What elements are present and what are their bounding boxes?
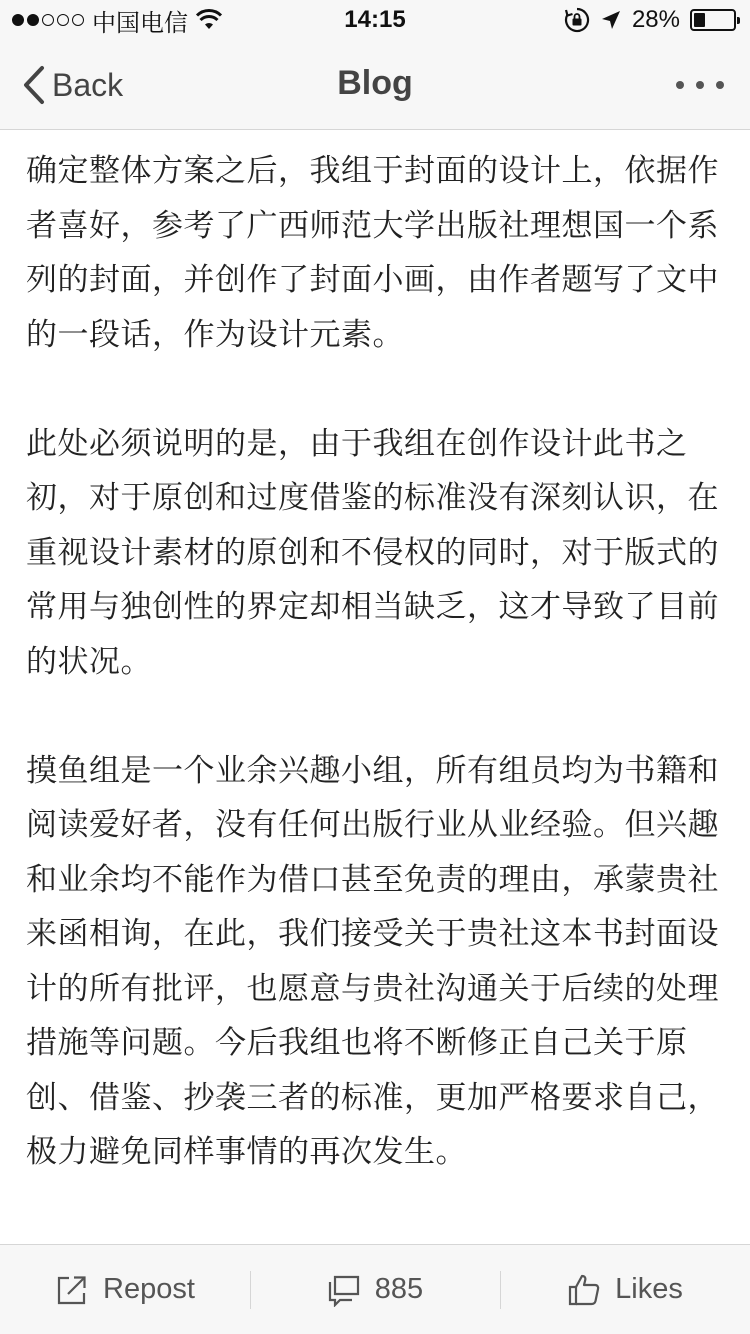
back-label: Back: [52, 66, 124, 103]
thumbs-up-icon: [567, 1273, 601, 1307]
article-paragraph: 摸鱼组是一个业余兴趣小组，所有组员均为书籍和阅读爱好者，没有任何出版行业从业经验。但兴趣和业余均不能作为借口甚至免责的理由，承蒙贵社来函相询，在此，我们接受关于贵社这本书封面设计的所有批评，也愿意与贵社沟通关于后续的处理措施等问题。今后我组也将不断修正自己关于原创、借鉴、抄袭三者的标准，更加严格要求自己，极力避免同样事情的再次发生。: [26, 752, 719, 1170]
article-paragraph: 此处必须说明的是，由于我组在创作设计此书之初，对于原创和过度借鉴的标准没有深刻认识，在重视设计素材的原创和不侵权的同时，对于版式的常用与独创性的界定却相当缺乏，这才导致了目前的状况。: [26, 425, 719, 680]
location-arrow-icon: [600, 9, 622, 31]
more-dot: [716, 81, 724, 89]
battery-icon: [690, 9, 736, 31]
status-bar: [0, 0, 750, 40]
repost-button[interactable]: [0, 1245, 250, 1334]
carrier-name: 中国电信: [92, 9, 188, 37]
page-title: Blog: [337, 64, 413, 102]
comment-icon: [327, 1273, 361, 1307]
status-right: [564, 6, 736, 34]
more-dot: [676, 81, 684, 89]
repost-label: Repost: [103, 1273, 195, 1305]
more-dots-icon[interactable]: [676, 74, 724, 96]
article-body[interactable]: [0, 130, 750, 1244]
orientation-lock-icon: [564, 7, 590, 33]
bottom-toolbar: [0, 1244, 750, 1334]
navigation-bar: [0, 40, 750, 130]
likes-label: Likes: [615, 1273, 683, 1305]
status-time: 14:15: [344, 6, 406, 33]
comment-count: 885: [374, 1273, 424, 1305]
likes-button[interactable]: [500, 1245, 750, 1334]
more-dot: [696, 81, 704, 89]
comment-button[interactable]: [250, 1245, 500, 1334]
repost-icon: [55, 1273, 89, 1307]
battery-level: [694, 13, 705, 27]
battery-percent: 28%: [631, 6, 680, 33]
article-paragraph: 确定整体方案之后，我组于封面的设计上，依据作者喜好，参考了广西师范大学出版社理想国一个系列的封面，并创作了封面小画，由作者题写了文中的一段话，作为设计元素。: [26, 153, 719, 353]
